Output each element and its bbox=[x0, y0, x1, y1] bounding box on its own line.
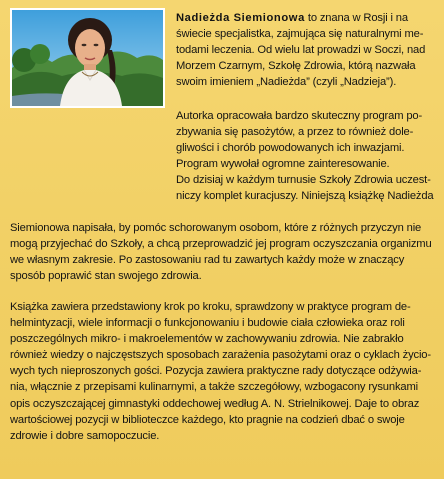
book-contents-paragraph bbox=[10, 299, 434, 444]
portrait-photo-icon bbox=[12, 10, 163, 106]
contents-line: również wiedzy o najczęstszych sposobach zarażenia pasożytami oraz o cyklach życio- bbox=[10, 349, 431, 362]
program-line: Autorka opracowała bardzo skuteczny program po- bbox=[176, 110, 423, 122]
intro-line bbox=[176, 10, 435, 26]
contents-line: Książka zawiera przedstawiony krok po kroku, sprawdzony w praktyce program de- bbox=[10, 301, 411, 313]
program-line: Program wywołał ogromne zainteresowanie. bbox=[176, 158, 390, 171]
program-line: gliwości i chorób powodowanych ich inwazjami. bbox=[176, 142, 405, 155]
intro-paragraph bbox=[176, 10, 435, 90]
intro-line: swoim imieniem „Nadieżda” (czyli „Nadzieja”). bbox=[176, 76, 397, 89]
program-paragraph-top bbox=[176, 108, 435, 205]
program-line: we własnym zakresie. Po zastosowaniu rad tu zawartych każdy może w znaczący bbox=[10, 254, 405, 267]
program-line: mogą przyjechać do Szkoły, a chcą przeprowadzić jej program oczyszczania organizmu bbox=[10, 238, 432, 251]
program-line: Do dzisiaj w każdym turnusie Szkoły Zdrowia uczest- bbox=[176, 174, 431, 187]
intro-line-1-rest: to znana w Rosji i na bbox=[304, 12, 408, 24]
contents-line: zdrowie i dobre samopoczucie. bbox=[10, 429, 160, 442]
program-line: Siemionowa napisała, by pomóc schorowanym osobom, które z różnych przyczyn nie bbox=[10, 222, 422, 234]
author-portrait-photo bbox=[10, 8, 165, 108]
program-line: zbywania się pasożytów, a przez to również dole- bbox=[176, 126, 414, 139]
contents-line: helmintyzacji, wiele informacji o funkcjonowaniu i budowie ciała człowieka oraz roli bbox=[10, 317, 405, 330]
contents-line: opis oczyszczającej gimnastyki oddechowej według A. N. Strielnikowej. Daje to obraz bbox=[10, 397, 420, 410]
program-line: niczy komplet kuracjuszy. Niniejszą książkę Nadieżda bbox=[176, 190, 434, 203]
contents-line: wych tych nieproszonych gości. Pozycja zawiera praktyczne rady dotyczące odżywia- bbox=[10, 365, 422, 378]
contents-line: wartościowej pozycji w biblioteczce każdego, kto pragnie na codzień dbać o swoje bbox=[10, 413, 405, 426]
program-line: sposób poprawić stan swojego zdrowia. bbox=[10, 270, 202, 283]
contents-line: poszczególnych mikro- i makroelementów w zachowywaniu zdrowia. Nie zabrakło bbox=[10, 333, 404, 346]
intro-line: świecie specjalistka, zajmująca się naturalnymi me- bbox=[176, 28, 424, 41]
intro-line: Morzem Czarnym, Szkołę Zdrowia, którą nazwała bbox=[176, 60, 416, 73]
contents-line: nia, włącznie z przepisami kulinarnymi, a także szczegółowy, wzbogacony rysunkami bbox=[10, 381, 418, 394]
author-name: Nadieżda Siemionowa bbox=[176, 12, 305, 24]
intro-line: todami leczenia. Od wielu lat prowadzi w Soczi, nad bbox=[176, 44, 426, 57]
program-paragraph-rest bbox=[10, 220, 434, 284]
